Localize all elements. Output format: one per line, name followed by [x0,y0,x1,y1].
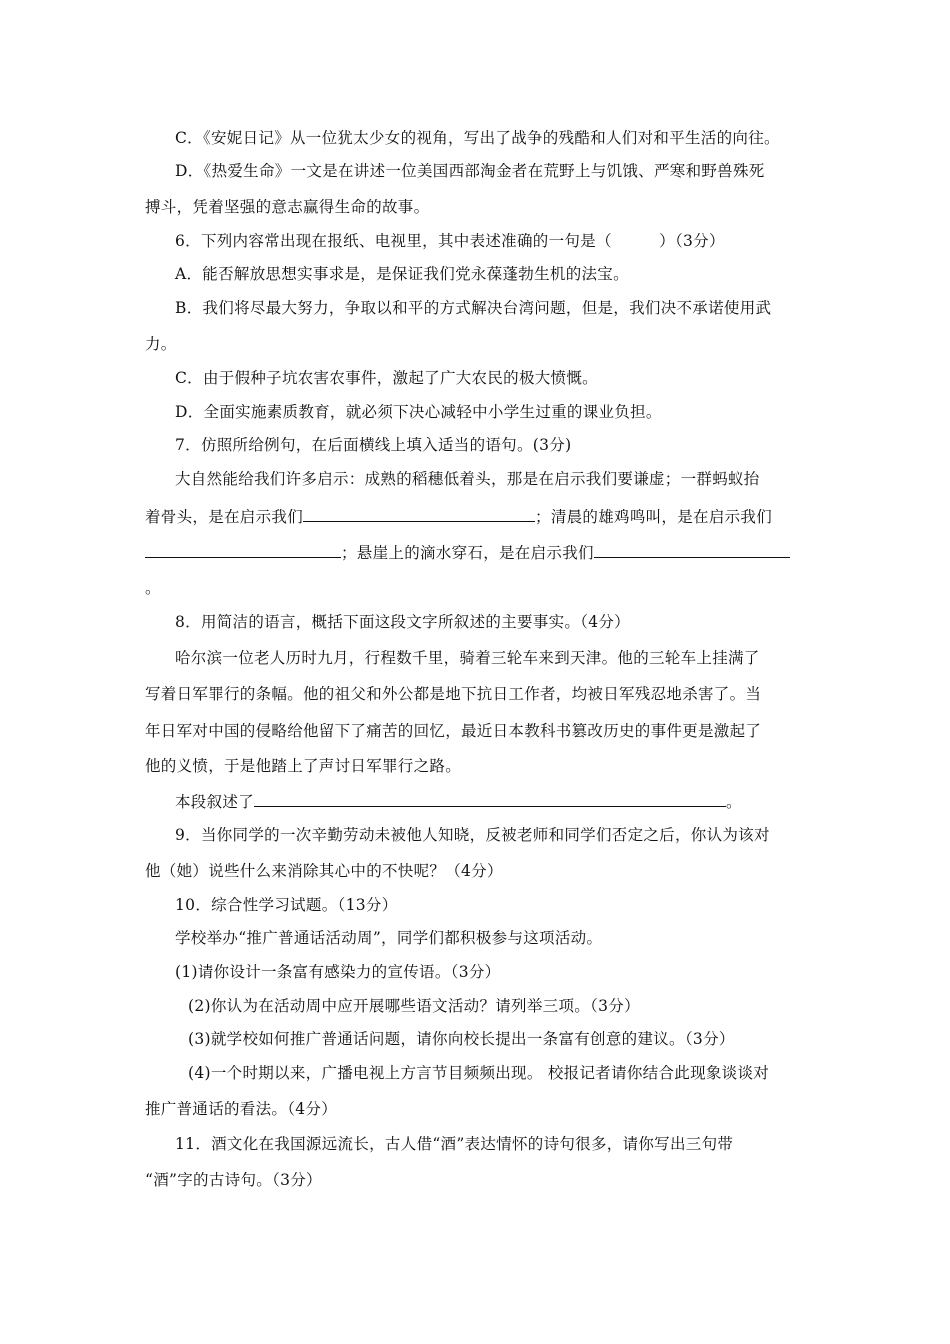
question-7-text: ；悬崖上的滴水穿石，是在启示我们 [341,544,594,562]
question-10-item-4: (4)一个时期以来，广播电视上方言节目频频出现。 校报记者请你结合此现象谈谈对 [188,1064,770,1082]
question-10-intro: 学校举办“推广普通话活动周”，同学们都积极参与这项活动。 [175,929,603,947]
question-5-option-d: D．《热爱生命》一文是在讲述一位美国西部淘金者在荒野上与饥饿、严寒和野兽殊死 [175,162,765,180]
question-5-option-d-continued: 搏斗，凭着坚强的意志赢得生命的故事。 [145,198,430,216]
question-5-option-c: C．《安妮日记》从一位犹太少女的视角，写出了战争的残酷和人们对和平生活的向往。 [175,129,780,147]
question-8-passage-4: 他的义愤，于是他踏上了声讨日军罪行之路。 [145,757,462,775]
question-8-answer-end: 。 [726,793,742,811]
answer-blank[interactable] [145,542,341,558]
question-10-item-1: (1)请你设计一条富有感染力的宣传语。（3分） [175,963,501,981]
question-10-item-3: (3)就学校如何推广普通话问题，请你向校长提出一条富有创意的建议。（3分） [188,1030,735,1048]
question-6-option-a: A．能否解放思想实事求是，是保证我们党永葆蓬勃生机的法宝。 [175,265,629,283]
question-7-prompt: 7．仿照所给例句，在后面横线上填入适当的语句。(3分) [175,436,572,454]
question-7-line-3 [145,542,790,563]
question-9-prompt: 9．当你同学的一次辛勤劳动未被他人知晓，反被老师和同学们否定之后，你认为该对 [175,826,770,844]
question-7-line-2 [145,506,772,527]
question-9-prompt-continued: 他（她）说些什么来消除其心中的不快呢？（4分） [145,862,503,880]
question-7-example: 大自然能给我们许多启示：成熟的稻穗低着头，那是在启示我们要谦虚；一群蚂蚁抬 [175,470,760,488]
question-10-item-4-continued: 推广普通话的看法。（4分） [145,1100,338,1118]
question-6-option-b-continued: 力。 [145,335,177,353]
answer-blank[interactable] [594,542,790,558]
question-8-prompt: 8．用简洁的语言，概括下面这段文字所叙述的主要事实。（4分） [175,613,630,631]
answer-blank[interactable] [303,506,535,522]
question-6-option-b: B．我们将尽最大努力，争取以和平的方式解决台湾问题，但是，我们决不承诺使用武 [175,299,772,317]
question-7-text: ；清晨的雄鸡鸣叫，是在启示我们 [535,508,773,526]
question-10-prompt: 10．综合性学习试题。（13分） [175,896,398,914]
question-6-option-d: D．全面实施素质教育，就必须下决心减轻中小学生过重的课业负担。 [175,403,662,421]
question-7-line-4: 。 [145,579,161,597]
question-6-option-c: C．由于假种子坑农害农事件，激起了广大农民的极大愤慨。 [175,369,598,387]
question-8-passage-2: 写着日军罪行的条幅。他的祖父和外公都是地下抗日工作者，均被日军残忍地杀害了。当 [145,685,762,703]
question-11-prompt: 11．酒文化在我国源远流长，古人借“酒”表达情怀的诗句很多，请你写出三句带 [175,1135,734,1153]
question-10-item-2: (2)你认为在活动周中应开展哪些语文活动？请列举三项。（3分） [188,997,640,1015]
question-7-text: 着骨头，是在启示我们 [145,508,304,526]
question-6-prompt: 6．下列内容常出现在报纸、电视里，其中表述准确的一句是（ ）（3分） [175,232,725,250]
answer-blank[interactable] [254,791,726,807]
question-8-answer-line [175,791,742,812]
question-8-passage-1: 哈尔滨一位老人历时九月，行程数千里，骑着三轮车来到天津。他的三轮车上挂满了 [175,649,760,667]
question-8-answer-label: 本段叙述了 [175,793,255,811]
question-11-prompt-continued: “酒”字的古诗句。（3分） [145,1171,322,1189]
question-8-passage-3: 年日军对中国的侵略给他留下了痛苦的回忆，最近日本教科书篡改历史的事件更是激起了 [145,722,762,740]
